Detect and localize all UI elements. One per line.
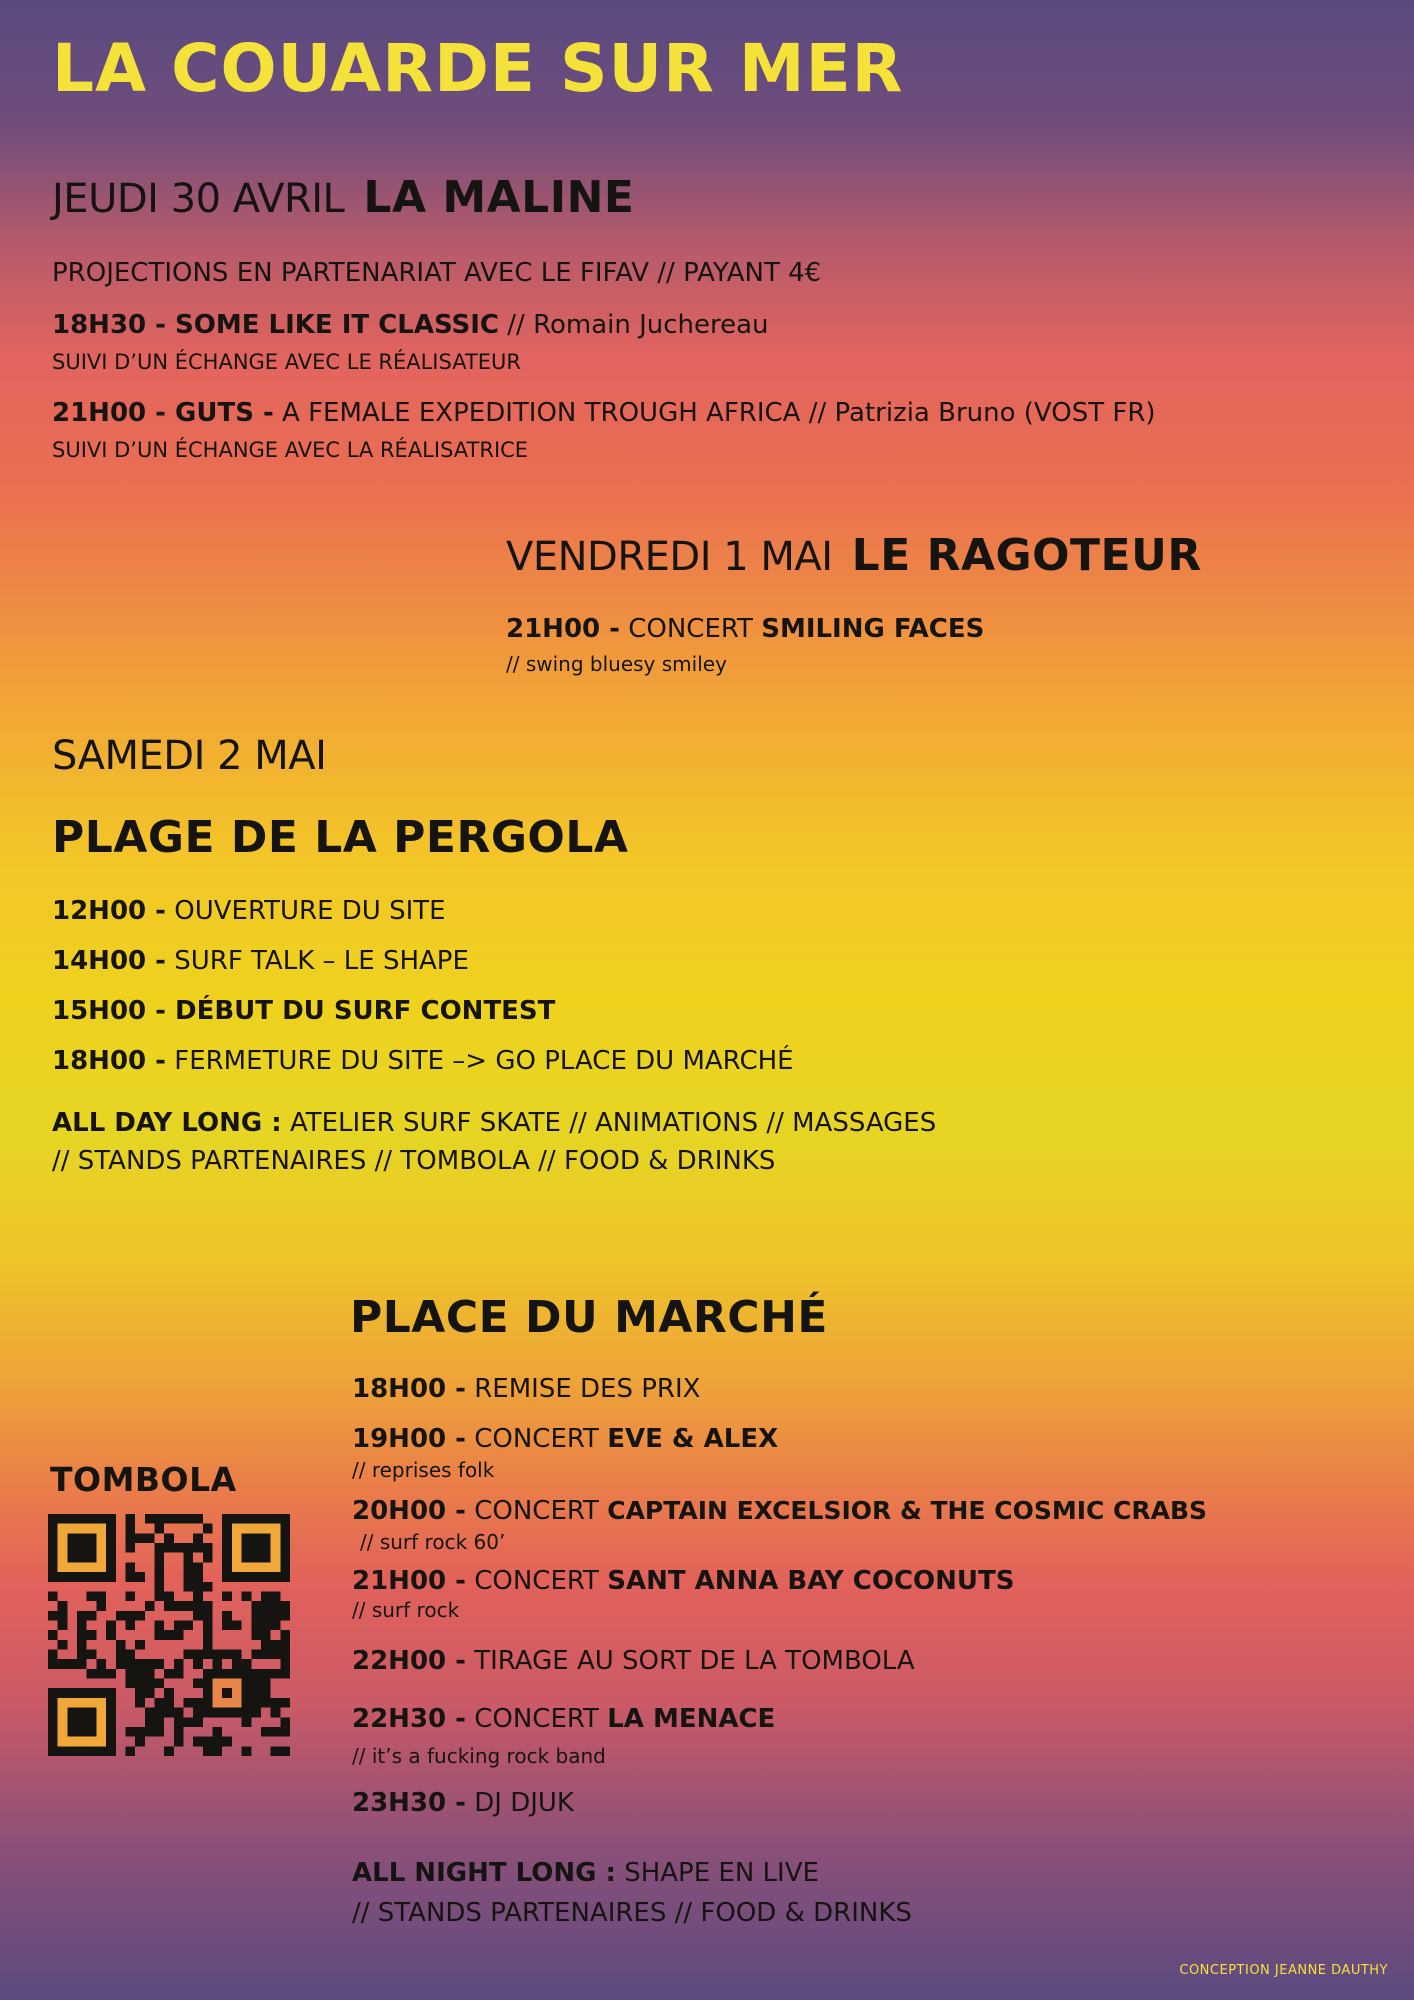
event-text: OUVERTURE DU SITE xyxy=(174,896,446,926)
event-time: 22H00 - xyxy=(352,1646,466,1676)
event-detail: // Romain Juchereau xyxy=(507,310,769,340)
marche-item-2-note: // reprises folk xyxy=(352,1458,495,1482)
all-night-long-line-1 xyxy=(352,1858,819,1888)
pergola-item-4 xyxy=(52,1046,794,1076)
thursday-event-1 xyxy=(52,310,769,340)
event-text: REMISE DES PRIX xyxy=(474,1374,701,1404)
band-name: CAPTAIN EXCELSIOR & THE COSMIC CRABS xyxy=(607,1496,1208,1525)
marche-item-4 xyxy=(352,1566,1014,1596)
band-name: SANT ANNA BAY COCONUTS xyxy=(607,1566,1015,1596)
design-credit: CONCEPTION JEANNE DAUTHY xyxy=(1179,1963,1388,1978)
saturday-venue-pergola: PLAGE DE LA PERGOLA xyxy=(52,812,629,863)
event-time: 18H00 - xyxy=(52,1046,166,1076)
event-time: 20H00 - xyxy=(352,1496,466,1526)
marche-item-1 xyxy=(352,1374,700,1404)
marche-item-3 xyxy=(352,1496,1207,1526)
friday-day: VENDREDI 1 MAI xyxy=(506,534,833,580)
friday-heading xyxy=(506,530,1202,581)
thursday-intro: PROJECTIONS EN PARTENARIAT AVEC LE FIFAV // PAYANT 4€ xyxy=(52,258,822,288)
all-night-text: SHAPE EN LIVE xyxy=(624,1858,819,1888)
event-time: 23H30 - xyxy=(352,1788,466,1818)
band-name: SMILING FACES xyxy=(761,614,985,644)
marche-item-2 xyxy=(352,1424,778,1454)
event-time: 22H30 - xyxy=(352,1704,466,1734)
event-word: CONCERT xyxy=(474,1496,599,1526)
tombola-label: TOMBOLA xyxy=(50,1460,237,1499)
all-day-text: ATELIER SURF SKATE // ANIMATIONS // MASSAGES xyxy=(289,1108,937,1138)
all-day-long-line-1 xyxy=(52,1108,936,1138)
event-time: 14H00 - xyxy=(52,946,166,976)
marche-item-4-note: // surf rock xyxy=(352,1598,460,1622)
event-text: FERMETURE DU SITE –> GO PLACE DU MARCHÉ xyxy=(174,1046,794,1076)
tombola-qr-code[interactable] xyxy=(48,1514,290,1756)
event-time: 21H00 - xyxy=(352,1566,466,1596)
friday-event-1-note: // swing bluesy smiley xyxy=(506,652,727,676)
pergola-item-3: 15H00 - DÉBUT DU SURF CONTEST xyxy=(52,996,556,1026)
saturday-day: SAMEDI 2 MAI xyxy=(52,733,327,779)
event-time: 18H00 - xyxy=(352,1374,466,1404)
thursday-venue: LA MALINE xyxy=(363,172,635,223)
all-day-label: ALL DAY LONG : xyxy=(52,1108,282,1138)
band-name: EVE & ALEX xyxy=(607,1424,779,1454)
all-night-long-line-2: // STANDS PARTENAIRES // FOOD & DRINKS xyxy=(352,1898,912,1928)
event-text: SURF TALK – LE SHAPE xyxy=(174,946,469,976)
thursday-event-2-note: SUIVI D’UN ÉCHANGE AVEC LA RÉALISATRICE xyxy=(52,438,529,462)
event-word: CONCERT xyxy=(474,1566,599,1596)
pergola-item-2 xyxy=(52,946,469,976)
all-day-long-line-2: // STANDS PARTENAIRES // TOMBOLA // FOOD & DRINKS xyxy=(52,1146,776,1176)
poster-title: LA COUARDE SUR MER xyxy=(52,30,904,107)
event-text: TIRAGE AU SORT DE LA TOMBOLA xyxy=(474,1646,915,1676)
event-time-title: 18H30 - SOME LIKE IT CLASSIC xyxy=(52,310,500,340)
marche-item-6-note: // it’s a fucking rock band xyxy=(352,1744,606,1768)
marche-item-5 xyxy=(352,1646,915,1676)
event-text: DJ DJUK xyxy=(474,1788,574,1818)
thursday-day: JEUDI 30 AVRIL xyxy=(52,176,345,222)
event-time-title: 21H00 - GUTS - xyxy=(52,398,274,428)
event-word: CONCERT xyxy=(474,1704,599,1734)
event-word: CONCERT xyxy=(474,1424,599,1454)
event-time: 19H00 - xyxy=(352,1424,466,1454)
saturday-venue-marche: PLACE DU MARCHÉ xyxy=(350,1292,828,1343)
all-night-label: ALL NIGHT LONG : xyxy=(352,1858,616,1888)
friday-venue: LE RAGOTEUR xyxy=(851,530,1202,581)
thursday-heading xyxy=(52,172,634,223)
friday-event-1 xyxy=(506,614,984,644)
marche-item-7 xyxy=(352,1788,574,1818)
pergola-item-1 xyxy=(52,896,446,926)
band-name: LA MENACE xyxy=(607,1704,776,1734)
event-detail: A FEMALE EXPEDITION TROUGH AFRICA // Patrizia Bruno (VOST FR) xyxy=(282,398,1156,428)
event-word: CONCERT xyxy=(628,614,753,644)
event-time: 21H00 - xyxy=(506,614,620,644)
thursday-event-2 xyxy=(52,398,1156,428)
marche-item-3-note: // surf rock 60’ xyxy=(360,1530,506,1554)
thursday-event-1-note: SUIVI D’UN ÉCHANGE AVEC LE RÉALISATEUR xyxy=(52,350,522,374)
event-time: 12H00 - xyxy=(52,896,166,926)
marche-item-6 xyxy=(352,1704,775,1734)
